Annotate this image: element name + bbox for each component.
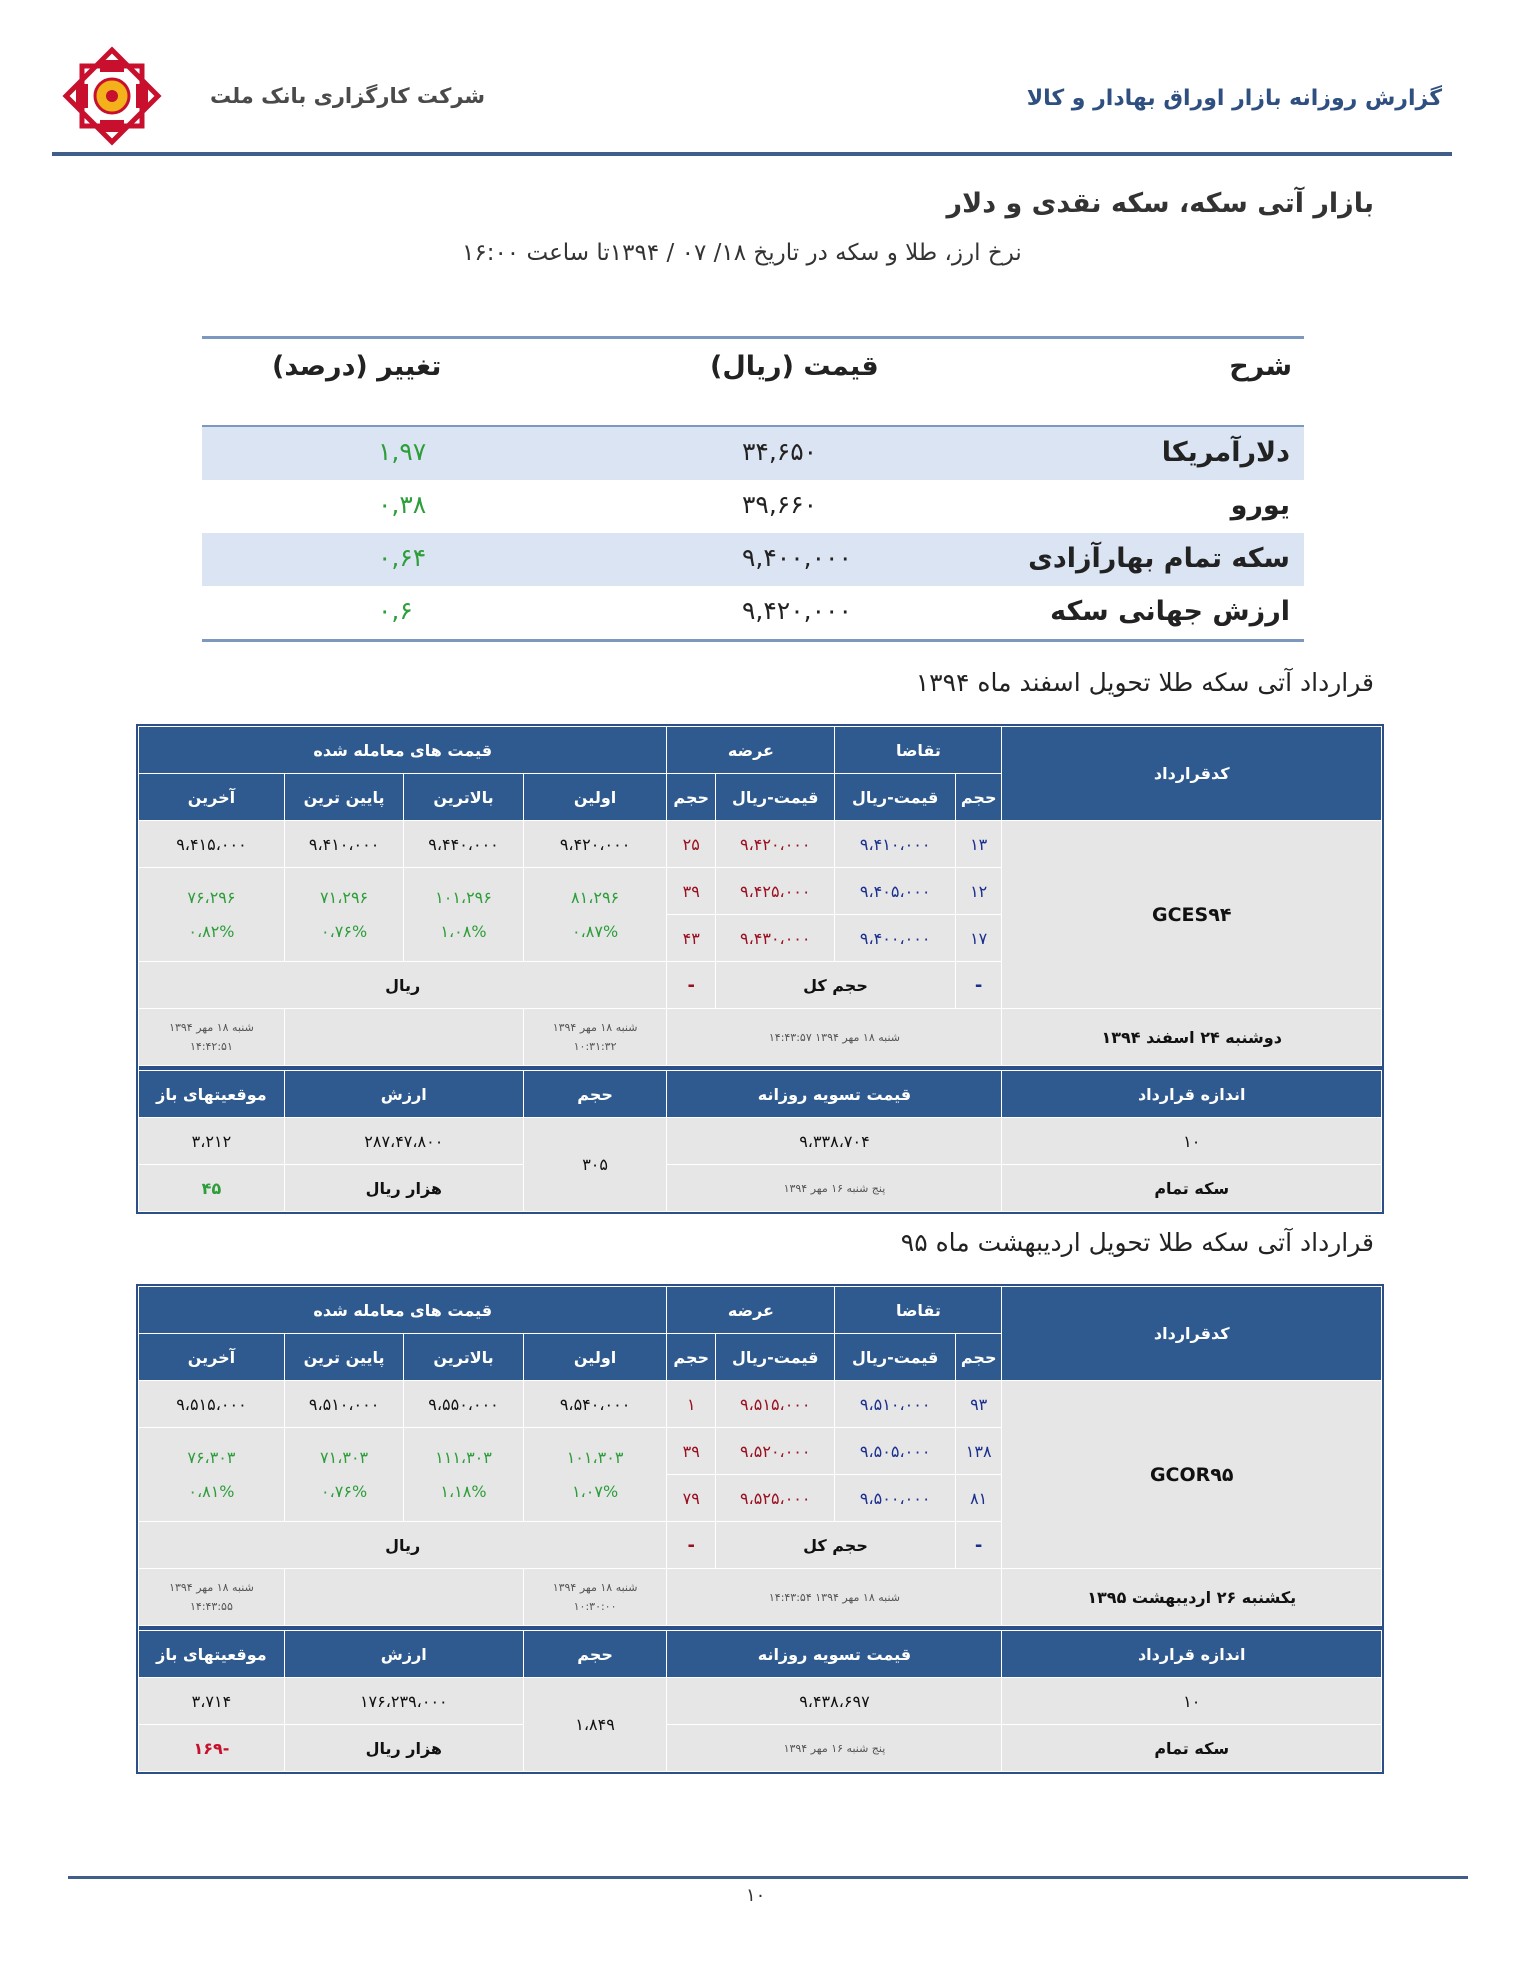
first-pct: ۰،۸۷% xyxy=(572,921,619,941)
supply-volume: ۴۳ xyxy=(667,915,716,962)
supply-price: ۹،۵۱۵،۰۰۰ xyxy=(716,1381,835,1428)
demand-volume: ۹۳ xyxy=(955,1381,1002,1428)
header-lowest: پایین ترین xyxy=(284,1334,403,1381)
contract-caption: قرارداد آتی سکه طلا تحویل اردیبهشت ماه ۹۵ xyxy=(900,1228,1374,1257)
header-demand-volume: حجم xyxy=(955,1334,1002,1381)
first-trade-time xyxy=(523,1009,667,1066)
last-trade-time xyxy=(139,1009,285,1066)
settlement-price: ۹،۳۳۸،۷۰۴ xyxy=(667,1118,1002,1165)
demand-volume: ۱۳ xyxy=(955,821,1002,868)
contract-code: GCOR۹۵ xyxy=(1002,1381,1382,1569)
expiry-date: یکشنبه ۲۶ اردیبهشت ۱۳۹۵ xyxy=(1002,1569,1382,1626)
header-first: اولین xyxy=(523,774,667,821)
header-contract-size: اندازه قرارداد xyxy=(1002,1071,1382,1118)
value-unit: هزار ریال xyxy=(284,1165,523,1212)
summary-row xyxy=(202,427,1304,480)
last-trade-time xyxy=(139,1569,285,1626)
last-price: ۹،۵۱۵،۰۰۰ xyxy=(139,1381,285,1428)
summary-row xyxy=(202,586,1304,639)
trade-volume: ۳۰۵ xyxy=(523,1118,667,1212)
summary-header xyxy=(202,339,1304,427)
rates-summary-table xyxy=(202,336,1304,642)
highest-change-cell xyxy=(404,868,523,962)
highest-change: ۱۰۱،۲۹۶ xyxy=(435,887,492,907)
highest-pct: ۱،۱۸% xyxy=(440,1481,487,1501)
contract-unit: سکه تمام xyxy=(1002,1725,1382,1772)
supply-total-volume: - xyxy=(667,1522,716,1569)
currency-label: ریال xyxy=(139,1522,667,1569)
last-pct: ۰،۸۱% xyxy=(188,1481,235,1501)
first-trade-date: شنبه ۱۸ مهر ۱۳۹۴ xyxy=(552,1581,638,1594)
last-change-cell xyxy=(139,1428,285,1522)
last-trade-clock: ۱۴:۴۲:۵۱ xyxy=(190,1040,233,1053)
header-demand: تقاضا xyxy=(835,1287,1002,1334)
empty-cell xyxy=(284,1569,523,1626)
header-contract-code: کدقرارداد xyxy=(1002,727,1382,821)
summary-name: دلارآمریکا xyxy=(1161,437,1290,468)
supply-price: ۹،۴۲۰،۰۰۰ xyxy=(716,821,835,868)
summary-change: ۰,۶۴ xyxy=(378,543,427,572)
highest-change: ۱۱۱،۳۰۳ xyxy=(435,1447,492,1467)
header-volume: حجم xyxy=(523,1631,667,1678)
supply-price: ۹،۴۳۰،۰۰۰ xyxy=(716,915,835,962)
supply-volume: ۲۵ xyxy=(667,821,716,868)
bank-mellat-logo-icon xyxy=(62,46,162,146)
header-traded-prices: قیمت های معامله شده xyxy=(139,727,667,774)
header-lowest: پایین ترین xyxy=(284,774,403,821)
supply-price: ۹،۵۲۵،۰۰۰ xyxy=(716,1475,835,1522)
contract-table xyxy=(136,724,1384,1214)
last-trade-date: شنبه ۱۸ مهر ۱۳۹۴ xyxy=(169,1021,254,1034)
supply-volume: ۳۹ xyxy=(667,1428,716,1475)
section-title: بازار آتی سکه، سکه نقدی و دلار xyxy=(946,188,1374,219)
first-trade-clock: ۱۰:۳۰:۰۰ xyxy=(573,1600,617,1613)
contract-code: GCES۹۴ xyxy=(1002,821,1382,1009)
demand-volume: ۸۱ xyxy=(955,1475,1002,1522)
header-volume: حجم xyxy=(523,1071,667,1118)
summary-change: ۰,۶ xyxy=(378,596,413,625)
header-last: آخرین xyxy=(139,1334,285,1381)
trade-value: ۲۸۷،۴۷،۸۰۰ xyxy=(284,1118,523,1165)
value-unit: هزار ریال xyxy=(284,1725,523,1772)
first-trade-date: شنبه ۱۸ مهر ۱۳۹۴ xyxy=(552,1021,638,1034)
header-daily-settlement: قیمت تسویه روزانه xyxy=(667,1071,1002,1118)
trade-value: ۱۷۶،۲۳۹،۰۰۰ xyxy=(284,1678,523,1725)
settlement-date: پنج شنبه ۱۶ مهر ۱۳۹۴ xyxy=(667,1165,1002,1212)
header-value: ارزش xyxy=(284,1071,523,1118)
demand-volume: ۱۷ xyxy=(955,915,1002,962)
header-traded-prices: قیمت های معامله شده xyxy=(139,1287,667,1334)
first-trade-clock: ۱۰:۳۱:۳۲ xyxy=(573,1040,617,1053)
lowest-change: ۷۱،۳۰۳ xyxy=(320,1447,369,1467)
first-change-cell xyxy=(523,1428,667,1522)
update-time: شنبه ۱۸ مهر ۱۳۹۴ ۱۴:۴۳:۵۴ xyxy=(667,1569,1002,1626)
header-open-positions: موقعیتهای باز xyxy=(139,1631,285,1678)
first-price: ۹،۴۲۰،۰۰۰ xyxy=(523,821,667,868)
demand-total-volume: - xyxy=(955,1522,1002,1569)
first-change: ۸۱،۲۹۶ xyxy=(571,887,620,907)
header-supply-price: قیمت-ریال xyxy=(716,1334,835,1381)
summary-header-desc: شرح xyxy=(1229,351,1292,382)
highest-pct: ۱،۰۸% xyxy=(440,921,487,941)
open-positions-change: ۴۵ xyxy=(139,1165,285,1212)
section-subtitle: نرخ ارز، طلا و سکه در تاریخ ۱۸/ ۰۷ / ۱۳۹۴تا ساعت ۱۶:۰۰ xyxy=(462,240,1022,266)
lowest-price: ۹،۵۱۰،۰۰۰ xyxy=(284,1381,403,1428)
header-supply: عرضه xyxy=(667,727,835,774)
first-price: ۹،۵۴۰،۰۰۰ xyxy=(523,1381,667,1428)
header-supply: عرضه xyxy=(667,1287,835,1334)
header-open-positions: موقعیتهای باز xyxy=(139,1071,285,1118)
last-price: ۹،۴۱۵،۰۰۰ xyxy=(139,821,285,868)
settlement-date: پنج شنبه ۱۶ مهر ۱۳۹۴ xyxy=(667,1725,1002,1772)
supply-total-volume: - xyxy=(667,962,716,1009)
demand-price: ۹،۴۰۰،۰۰۰ xyxy=(835,915,955,962)
last-change: ۷۶،۲۹۶ xyxy=(187,887,236,907)
last-trade-clock: ۱۴:۴۳:۵۵ xyxy=(190,1600,233,1613)
header-highest: بالاترین xyxy=(404,1334,523,1381)
summary-row xyxy=(202,480,1304,533)
first-change-cell xyxy=(523,868,667,962)
demand-price: ۹،۵۰۰،۰۰۰ xyxy=(835,1475,955,1522)
contract-table xyxy=(136,1284,1384,1774)
demand-volume: ۱۳۸ xyxy=(955,1428,1002,1475)
open-positions: ۳،۲۱۲ xyxy=(139,1118,285,1165)
summary-name: یورو xyxy=(1230,490,1290,521)
header-value: ارزش xyxy=(284,1631,523,1678)
summary-price: ۳۹,۶۶۰ xyxy=(742,490,818,519)
trade-volume: ۱،۸۴۹ xyxy=(523,1678,667,1772)
supply-volume: ۳۹ xyxy=(667,868,716,915)
highest-price: ۹،۵۵۰،۰۰۰ xyxy=(404,1381,523,1428)
contract-size: ۱۰ xyxy=(1002,1118,1382,1165)
header-highest: بالاترین xyxy=(404,774,523,821)
empty-cell xyxy=(284,1009,523,1066)
demand-total-volume: - xyxy=(955,962,1002,1009)
footer-divider xyxy=(68,1876,1468,1879)
demand-price: ۹،۴۱۰،۰۰۰ xyxy=(835,821,955,868)
report-title: گزارش روزانه بازار اوراق بهادار و کالا xyxy=(1026,86,1442,111)
last-change-cell xyxy=(139,868,285,962)
company-name: شرکت کارگزاری بانک ملت xyxy=(210,84,486,108)
supply-price: ۹،۵۲۰،۰۰۰ xyxy=(716,1428,835,1475)
header-contract-size: اندازه قرارداد xyxy=(1002,1631,1382,1678)
header-demand-price: قیمت-ریال xyxy=(835,1334,955,1381)
page-number: ۱۰ xyxy=(746,1885,766,1906)
first-change: ۱۰۱،۳۰۳ xyxy=(566,1447,624,1467)
lowest-change: ۷۱،۲۹۶ xyxy=(320,887,369,907)
summary-header-price: قیمت (ریال) xyxy=(710,351,879,382)
last-trade-date: شنبه ۱۸ مهر ۱۳۹۴ xyxy=(169,1581,254,1594)
expiry-date: دوشنبه ۲۴ اسفند ۱۳۹۴ xyxy=(1002,1009,1382,1066)
summary-name: ارزش جهانی سکه xyxy=(1050,596,1290,627)
header-divider xyxy=(52,152,1452,156)
summary-price: ۹,۴۲۰,۰۰۰ xyxy=(742,596,852,625)
highest-change-cell xyxy=(404,1428,523,1522)
currency-label: ریال xyxy=(139,962,667,1009)
supply-volume: ۱ xyxy=(667,1381,716,1428)
summary-row xyxy=(202,533,1304,586)
lowest-price: ۹،۴۱۰،۰۰۰ xyxy=(284,821,403,868)
summary-change: ۱,۹۷ xyxy=(378,437,427,466)
lowest-change-cell xyxy=(284,1428,403,1522)
last-change: ۷۶،۳۰۳ xyxy=(187,1447,236,1467)
first-trade-time xyxy=(523,1569,667,1626)
update-time: شنبه ۱۸ مهر ۱۳۹۴ ۱۴:۴۳:۵۷ xyxy=(667,1009,1002,1066)
settlement-price: ۹،۴۳۸،۶۹۷ xyxy=(667,1678,1002,1725)
demand-price: ۹،۴۰۵،۰۰۰ xyxy=(835,868,955,915)
summary-header-change: تغییر (درصد) xyxy=(272,351,442,382)
supply-volume: ۷۹ xyxy=(667,1475,716,1522)
summary-price: ۳۴,۶۵۰ xyxy=(742,437,818,466)
summary-name: سکه تمام بهارآزادی xyxy=(1028,543,1290,574)
contract-size: ۱۰ xyxy=(1002,1678,1382,1725)
summary-price: ۹,۴۰۰,۰۰۰ xyxy=(742,543,852,572)
header-supply-volume: حجم xyxy=(667,1334,716,1381)
supply-price: ۹،۴۲۵،۰۰۰ xyxy=(716,868,835,915)
demand-price: ۹،۵۱۰،۰۰۰ xyxy=(835,1381,955,1428)
highest-price: ۹،۴۴۰،۰۰۰ xyxy=(404,821,523,868)
header-demand-volume: حجم xyxy=(955,774,1002,821)
lowest-pct: ۰،۷۶% xyxy=(321,1481,368,1501)
summary-bottom-rule xyxy=(202,639,1304,642)
open-positions: ۳،۷۱۴ xyxy=(139,1678,285,1725)
last-pct: ۰،۸۲% xyxy=(188,921,235,941)
total-volume-label: حجم کل xyxy=(716,1522,956,1569)
header-demand: تقاضا xyxy=(835,727,1002,774)
first-pct: ۱،۰۷% xyxy=(572,1481,619,1501)
demand-volume: ۱۲ xyxy=(955,868,1002,915)
header-contract-code: کدقرارداد xyxy=(1002,1287,1382,1381)
open-positions-change: -۱۶۹ xyxy=(139,1725,285,1772)
demand-price: ۹،۵۰۵،۰۰۰ xyxy=(835,1428,955,1475)
header-last: آخرین xyxy=(139,774,285,821)
header-demand-price: قیمت-ریال xyxy=(835,774,955,821)
lowest-change-cell xyxy=(284,868,403,962)
lowest-pct: ۰،۷۶% xyxy=(321,921,368,941)
header-supply-price: قیمت-ریال xyxy=(716,774,835,821)
header-daily-settlement: قیمت تسویه روزانه xyxy=(667,1631,1002,1678)
total-volume-label: حجم کل xyxy=(716,962,956,1009)
contract-unit: سکه تمام xyxy=(1002,1165,1382,1212)
summary-change: ۰,۳۸ xyxy=(378,490,427,519)
contract-caption: قرارداد آتی سکه طلا تحویل اسفند ماه ۱۳۹۴ xyxy=(915,668,1374,697)
header-supply-volume: حجم xyxy=(667,774,716,821)
header-first: اولین xyxy=(523,1334,667,1381)
